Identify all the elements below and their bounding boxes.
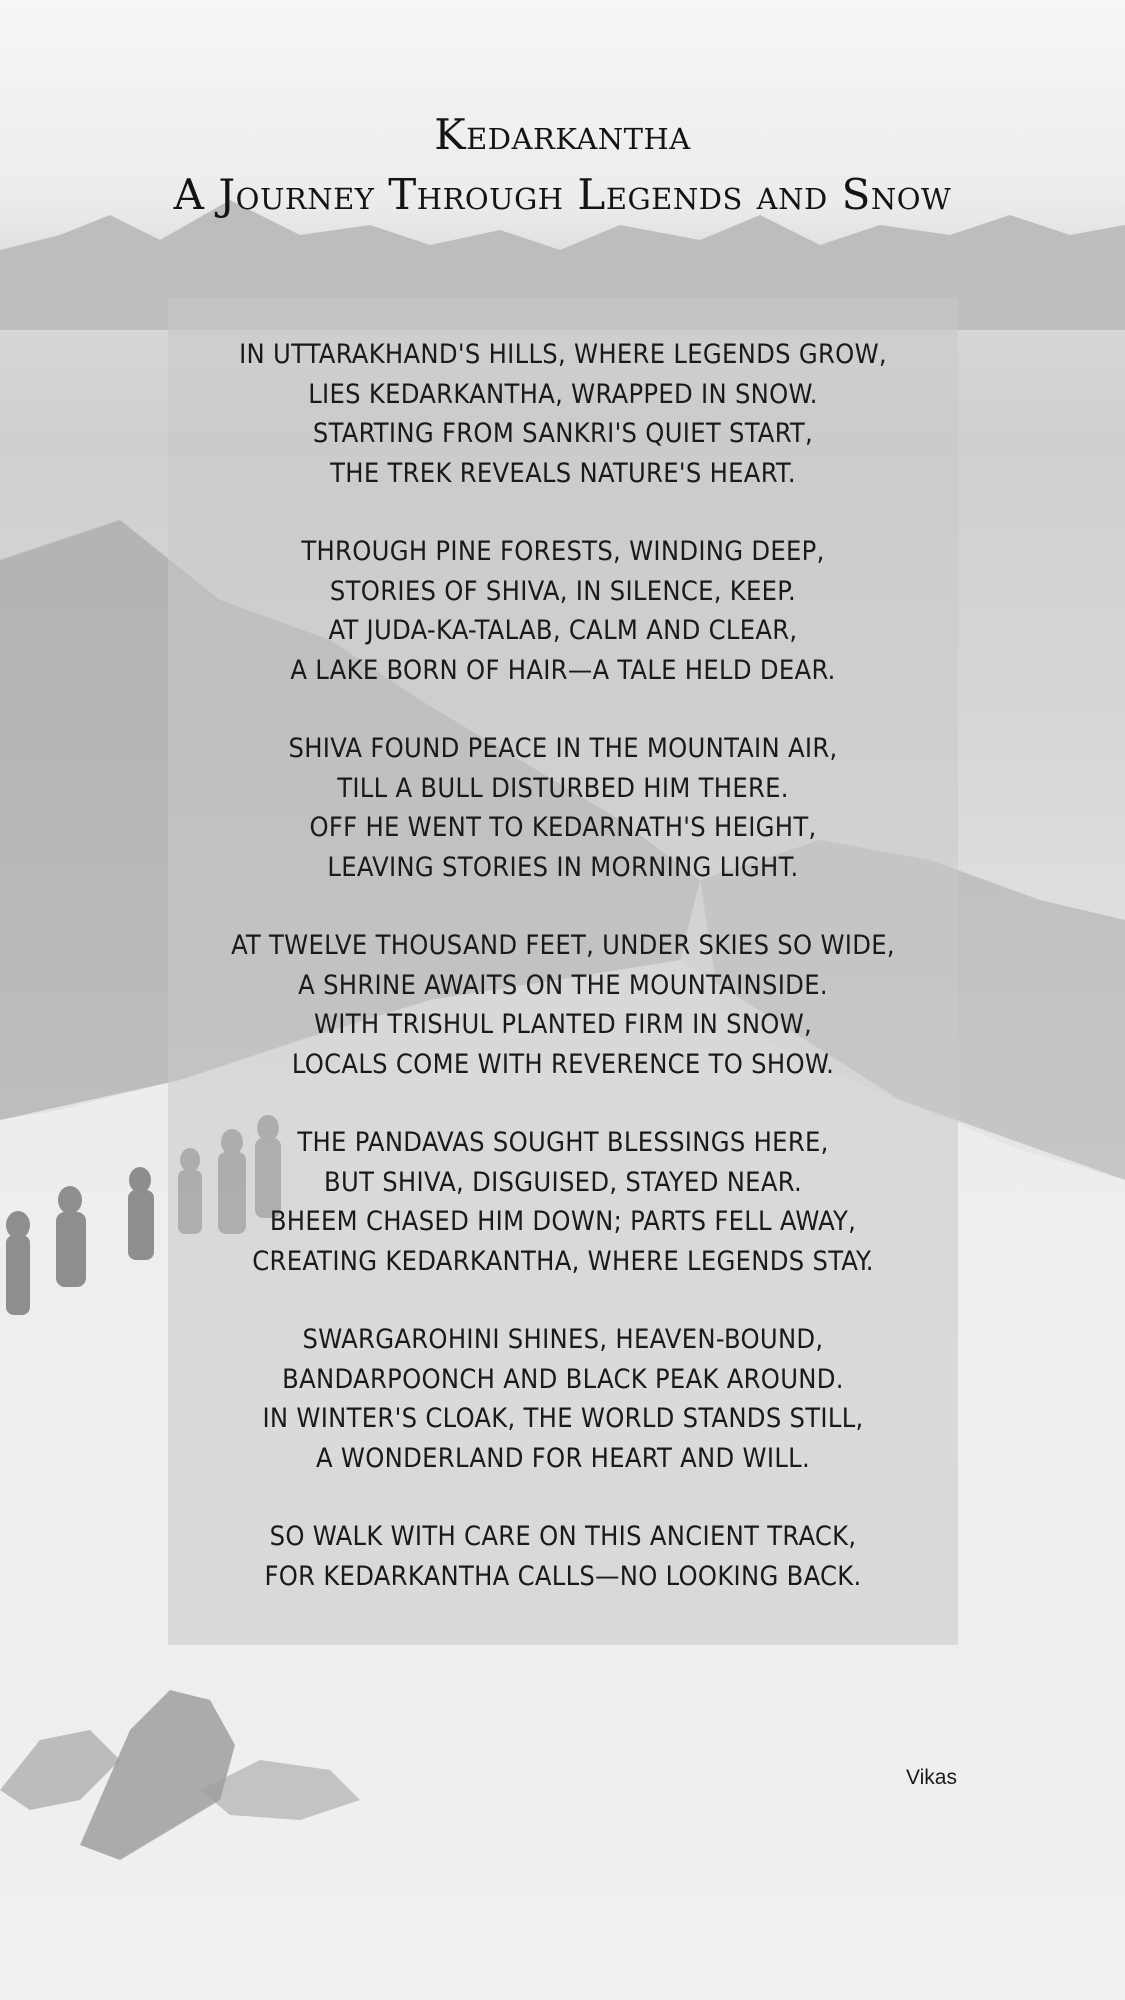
stanza-4 [168,926,958,1084]
poem-line: IN WINTER'S CLOAK, THE WORLD STANDS STILL, [262,1403,864,1434]
author-name: Vikas [906,1766,957,1789]
poem-line: LOCALS COME WITH REVERENCE TO SHOW. [291,1048,835,1080]
poem-line: BUT SHIVA, DISGUISED, STAYED NEAR. [324,1166,802,1198]
poem-title: Kedarkantha [434,110,691,159]
poem-line: THROUGH PINE FORESTS, WINDING DEEP, [301,536,825,567]
poem-line: LEAVING STORIES IN MORNING LIGHT. [327,851,799,883]
title-block [0,105,1125,225]
poem-line: A SHRINE AWAITS ON THE MOUNTAINSIDE. [298,969,828,1001]
poem-line: IN UTTARAKHAND'S HILLS, WHERE LEGENDS GROW, [239,339,887,370]
poem-body [168,335,958,1635]
poem-panel [168,297,958,1645]
poem-line: CREATING KEDARKANTHA, WHERE LEGENDS STAY. [252,1245,874,1277]
poem-line: SWARGAROHINI SHINES, HEAVEN-BOUND, [302,1324,824,1355]
poem-line: STORIES OF SHIVA, IN SILENCE, KEEP. [329,575,797,607]
poem-line: BANDARPOONCH AND BLACK PEAK AROUND. [282,1363,844,1395]
poem-line: OFF HE WENT TO KEDARNATH'S HEIGHT, [309,812,817,843]
stanza-7 [168,1517,958,1596]
poem-line: BHEEM CHASED HIM DOWN; PARTS FELL AWAY, [269,1206,857,1237]
stanza-3 [168,729,958,887]
poem-line: THE PANDAVAS SOUGHT BLESSINGS HERE, [297,1127,829,1158]
poem-line: THE TREK REVEALS NATURE'S HEART. [330,457,796,489]
stanza-2 [168,532,958,690]
poem-subtitle: A Journey Through Legends and Snow [173,170,952,219]
poem-line: SHIVA FOUND PEACE IN THE MOUNTAIN AIR, [288,733,838,764]
poem-line: AT JUDA-KA-TALAB, CALM AND CLEAR, [328,615,798,646]
poem-line: WITH TRISHUL PLANTED FIRM IN SNOW, [313,1009,813,1040]
poem-line: A LAKE BORN OF HAIR—A TALE HELD DEAR. [290,654,836,686]
stanza-1 [168,335,958,493]
poem-line: LIES KEDARKANTHA, WRAPPED IN SNOW. [308,378,818,410]
poem-line: SO WALK WITH CARE ON THIS ANCIENT TRACK, [269,1521,857,1552]
poem-line: AT TWELVE THOUSAND FEET, UNDER SKIES SO WIDE, [231,930,895,961]
stanza-5 [168,1123,958,1281]
poem-line: TILL A BULL DISTURBED HIM THERE. [337,772,789,804]
poem-line: FOR KEDARKANTHA CALLS—NO LOOKING BACK. [264,1560,862,1592]
stanza-6 [168,1320,958,1478]
poem-line: A WONDERLAND FOR HEART AND WILL. [315,1442,810,1474]
poem-line: STARTING FROM SANKRI'S QUIET START, [312,418,814,449]
